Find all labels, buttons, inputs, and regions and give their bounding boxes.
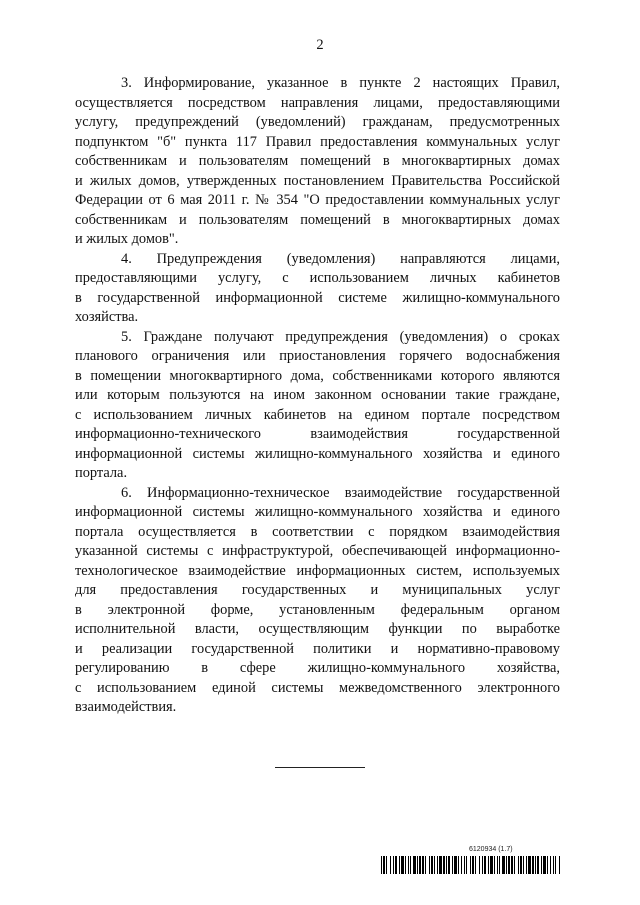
barcode-bar <box>499 856 500 874</box>
barcode-bar <box>452 856 453 874</box>
barcode-bar <box>526 856 527 874</box>
barcode-bar <box>470 856 471 874</box>
barcode-bar <box>472 856 474 874</box>
paragraph-6 <box>75 484 560 718</box>
barcode-bar <box>511 856 513 874</box>
barcode-bar <box>443 856 445 874</box>
barcode-bar <box>401 856 404 874</box>
barcode-bar <box>422 856 424 874</box>
barcode-bar <box>464 856 465 874</box>
barcode-bar <box>395 856 397 874</box>
text-line: исполнительной власти, осуществляющим функции по выработке <box>75 621 560 637</box>
barcode-bar <box>537 856 539 874</box>
barcode-bar <box>381 856 382 874</box>
page-number: 2 <box>316 37 324 53</box>
paragraph-4 <box>75 250 560 328</box>
barcode-bar <box>547 856 548 874</box>
barcode-bar <box>458 856 459 874</box>
barcode-bar <box>482 856 483 874</box>
paragraph-3 <box>75 74 560 250</box>
text-line: услугу, предупреждений (уведомлений) гражданам, предусмотренных <box>75 114 560 130</box>
barcode-bar <box>448 856 450 874</box>
text-line: планового ограничения или приостановления горячего водоснабжения <box>75 348 560 364</box>
barcode-bar <box>461 856 462 874</box>
closing-rule <box>275 767 365 768</box>
barcode-bar <box>439 856 442 874</box>
barcode-bar <box>520 856 522 874</box>
barcode-bar <box>390 856 391 874</box>
barcode-bar <box>434 856 435 874</box>
barcode-bar <box>518 856 519 874</box>
barcode-bar <box>425 856 426 874</box>
barcode-bar <box>484 856 486 874</box>
text-line: 3. Информирование, указанное в пункте 2 настоящих Правил, <box>121 75 560 91</box>
paragraph-5 <box>75 328 560 484</box>
text-line: регулированию в сфере жилищно-коммунального хозяйства, <box>75 660 560 676</box>
text-line: и жилых домов, утвержденных постановлением Правительства Российской <box>75 172 560 189</box>
barcode-bar <box>555 856 556 874</box>
barcode-bar <box>446 856 447 874</box>
barcode-bar <box>437 856 438 874</box>
text-line: 4. Предупреждения (уведомления) направляются лицами, <box>121 250 560 267</box>
text-line: собственникам и пользователям помещений в многоквартирных домах <box>75 153 560 169</box>
barcode-bar <box>550 856 551 874</box>
barcode-bar <box>508 856 510 874</box>
barcode-bar <box>497 856 498 874</box>
text-line: портала осуществляется в соответствии с порядком взаимодействия <box>75 523 560 540</box>
barcode-bar <box>502 856 505 874</box>
barcode-bar <box>535 856 536 874</box>
barcode-bar <box>386 856 387 874</box>
text-line: информационно-технического взаимодействия государственной <box>75 426 560 442</box>
barcode-bar <box>454 856 457 874</box>
text-line: в помещении многоквартирного дома, собственниками которого являются <box>75 367 560 384</box>
text-line: собственникам и пользователям помещений в многоквартирных домах <box>75 211 560 228</box>
barcode-bar <box>475 856 476 874</box>
text-line: и жилых домов". <box>75 231 179 247</box>
barcode-bar <box>490 856 493 874</box>
text-line: взаимодействия. <box>75 699 177 715</box>
text-line: хозяйства. <box>75 309 139 325</box>
barcode-bar <box>410 856 411 874</box>
text-line: подпунктом "б" пункта 117 Правил предоставления коммунальных услуг <box>75 133 560 150</box>
barcode-bar <box>393 856 394 874</box>
barcode-bar <box>506 856 507 874</box>
barcode-bar <box>528 856 531 874</box>
document-code: 6120934 (1.7) <box>469 846 513 853</box>
text-line: 5. Граждане получают предупреждения (уведомления) о сроках <box>121 328 560 345</box>
text-line: в электронной форме, установленным федеральным органом <box>75 601 560 618</box>
text-line: технологическое взаимодействие информационных систем, используемых <box>75 562 560 579</box>
barcode-bar <box>399 856 400 874</box>
text-line: или которым пользуются на ином законном основании такие граждане, <box>75 387 560 403</box>
barcode-bar <box>466 856 467 874</box>
text-line: 6. Информационно-техническое взаимодействие государственной <box>121 484 560 501</box>
barcode-bar <box>488 856 489 874</box>
text-line: осуществляется посредством направления лицами, предоставляющими <box>75 94 560 111</box>
barcode-bar <box>523 856 524 874</box>
text-line: с использованием единой системы межведомственного электронного <box>75 679 560 696</box>
text-line: и реализации государственной политики и нормативно-правовому <box>75 640 560 657</box>
text-line: указанной системы с инфраструктурой, обеспечивающей информационно- <box>75 543 560 559</box>
barcode-bar <box>541 856 542 874</box>
barcode-bar <box>514 856 515 874</box>
barcode-bar <box>419 856 421 874</box>
barcode-bar <box>417 856 418 874</box>
barcode-bar <box>408 856 409 874</box>
barcode-bar <box>532 856 534 874</box>
barcode-bar <box>413 856 416 874</box>
barcode-icon <box>381 856 561 874</box>
text-line: предоставляющими услугу, с использованием личных кабинетов <box>75 270 560 286</box>
barcode-bar <box>383 856 385 874</box>
text-line: с использованием личных кабинетов на едином портале посредством <box>75 406 560 423</box>
barcode-bar <box>479 856 480 874</box>
barcode-bar <box>553 856 554 874</box>
text-line: портала. <box>75 465 128 481</box>
document-body <box>75 74 560 718</box>
barcode-bar <box>431 856 433 874</box>
text-line: информационной системы жилищно-коммунального хозяйства и единого <box>75 504 560 520</box>
barcode-bar <box>405 856 406 874</box>
text-line: информационной системы жилищно-коммунального хозяйства и единого <box>75 445 560 462</box>
text-line: в государственной информационной системе жилищно-коммунального <box>75 289 560 306</box>
text-line: для предоставления государственных и муниципальных услуг <box>75 582 560 598</box>
barcode-bar <box>543 856 546 874</box>
barcode-bar <box>559 856 560 874</box>
text-line: Федерации от 6 мая 2011 г. № 354 "О предоставлении коммунальных услуг <box>75 192 560 208</box>
barcode-bar <box>429 856 430 874</box>
barcode-bar <box>494 856 495 874</box>
